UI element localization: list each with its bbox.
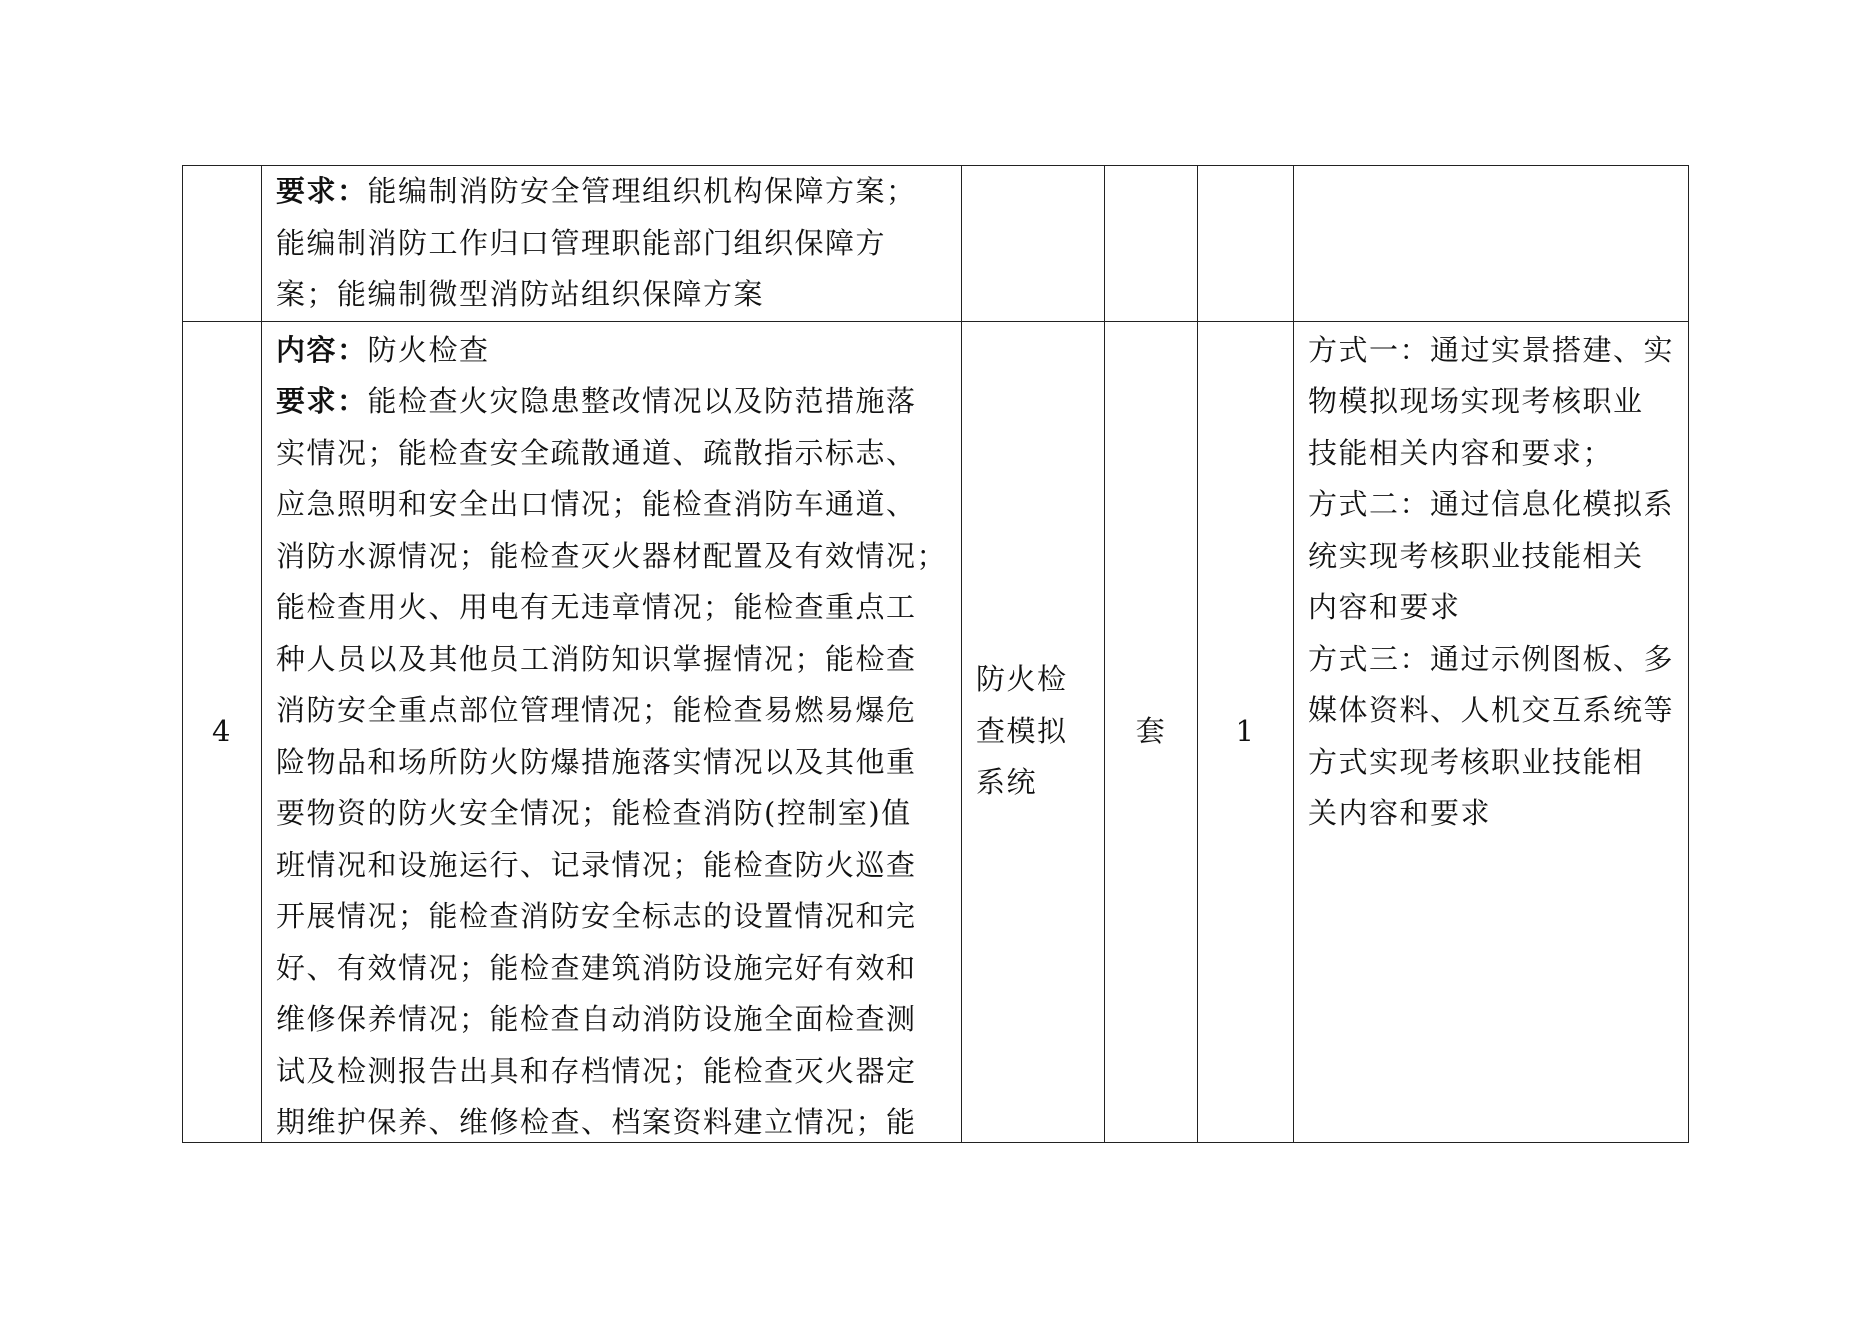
requirement-label: 要求： [276,384,368,418]
mode-line: 方式实现考核职业技能相 [1308,744,1644,779]
requirement-line: 能检查用火、用电有无违章情况；能检查重点工 [276,590,917,624]
device-line: 防火检 [976,662,1068,697]
assessment-mode-cell [1294,321,1689,1142]
table-row [183,166,1689,322]
content-label: 内容： [276,332,368,367]
mode-line: 方式三：通过示例图板、多 [1308,641,1675,676]
requirements-table [182,165,1689,1143]
requirement-line: 开展情况；能检查消防安全标志的设置情况和完 [276,899,917,933]
requirement-line: 能编制消防工作归口管理职能部门组织保障方 [276,225,887,260]
mode-line: 关内容和要求 [1308,796,1492,830]
requirement-line: 种人员以及其他员工消防知识掌握情况；能检查 [276,641,917,676]
unit-cell [1105,166,1198,322]
requirement-line: 应急照明和安全出口情况；能检查消防车通道、 [276,487,917,521]
requirement-line: 班情况和设施运行、记录情况；能检查防火巡查 [276,847,917,882]
requirement-line: 消防水源情况；能检查灭火器材配置及有效情况； [276,538,948,573]
quantity-cell [1198,166,1294,322]
assessment-mode-cell [1294,166,1689,322]
requirement-line: 实情况；能检查安全疏散通道、疏散指示标志、 [276,435,917,470]
mode-line: 技能相关内容和要求； [1308,435,1614,470]
requirement-cell [262,321,962,1142]
requirement-label: 要求： [276,174,368,208]
device-cell [962,321,1105,1142]
mode-line: 内容和要求 [1308,590,1461,624]
unit-cell: 套 [1105,321,1198,1142]
requirement-line: 维修保养情况；能检查自动消防设施全面检查测 [276,1002,917,1036]
requirement-line: 险物品和场所防火防爆措施落实情况以及其他重 [276,744,917,779]
table-row [183,321,1689,1142]
device-cell [962,166,1105,322]
quantity-cell: 1 [1198,321,1294,1142]
device-line: 查模拟 [976,713,1068,748]
device-line: 系统 [976,765,1038,800]
mode-line: 方式一：通过实景搭建、实 [1308,332,1675,367]
requirement-line: 消防安全重点部位管理情况；能检查易燃易爆危 [276,693,917,727]
mode-line: 物模拟现场实现考核职业 [1308,384,1644,418]
requirement-line: 案；能编制微型消防站组织保障方案 [276,277,765,311]
row-number-cell [183,166,262,322]
mode-line: 统实现考核职业技能相关 [1308,538,1644,573]
content-text: 防火检查 [367,332,490,367]
requirement-line: 好、有效情况；能检查建筑消防设施完好有效和 [276,950,917,985]
requirement-cell [262,166,962,322]
mode-line: 方式二：通过信息化模拟系 [1308,487,1675,521]
requirement-line: 要物资的防火安全情况；能检查消防(控制室)值 [276,796,912,830]
requirement-line: 能编制消防安全管理组织机构保障方案； [367,174,917,208]
requirement-line: 试及检测报告出具和存档情况；能检查灭火器定 [276,1053,917,1088]
requirement-line: 能检查火灾隐患整改情况以及防范措施落 [367,384,917,418]
mode-line: 媒体资料、人机交互系统等 [1308,693,1675,727]
requirement-line: 期维护保养、维修检查、档案资料建立情况；能 [276,1105,917,1139]
row-number-cell: 4 [183,321,262,1142]
